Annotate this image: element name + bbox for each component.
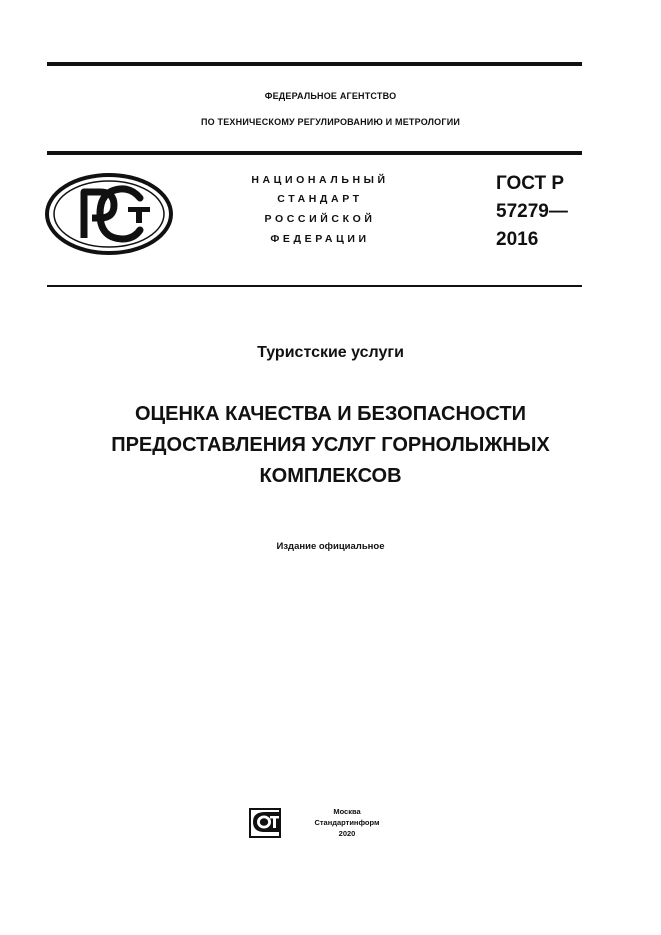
header-bottom-rule [47, 285, 582, 287]
document-title-line-2: ПРЕДОСТАВЛЕНИЯ УСЛУГ ГОРНОЛЫЖНЫХ [111, 434, 550, 456]
agency-line-2: ПО ТЕХНИЧЕСКОМУ РЕГУЛИРОВАНИЮ И МЕТРОЛОГИИ [200, 117, 461, 127]
standard-type-line-4: ФЕДЕРАЦИИ [270, 233, 370, 245]
rst-emblem-icon [44, 172, 174, 256]
standartinform-logo-icon [249, 806, 285, 838]
edition-label: Издание официальное [276, 541, 385, 552]
gost-designation-line-1: ГОСТ Р [496, 173, 565, 194]
publisher-name: Стандартинформ [314, 818, 380, 827]
header-rule [47, 151, 582, 155]
agency-line-1: ФЕДЕРАЛЬНОЕ АГЕНТСТВО [264, 91, 397, 101]
top-rule [47, 62, 582, 66]
standard-type-line-1: НАЦИОНАЛЬНЫЙ [251, 174, 389, 186]
gost-designation-line-3: 2016 [496, 229, 539, 250]
gost-designation-line-2: 57279— [496, 201, 568, 222]
subject-heading: Туристские услуги [257, 344, 404, 361]
standard-type-line-2: СТАНДАРТ [277, 193, 363, 205]
document-title-line-3: КОМПЛЕКСОВ [259, 465, 402, 487]
publisher-year: 2020 [338, 829, 356, 838]
document-title-line-1: ОЦЕНКА КАЧЕСТВА И БЕЗОПАСНОСТИ [134, 403, 527, 425]
standard-type-line-3: РОССИЙСКОЙ [264, 213, 376, 225]
publisher-city: Москва [333, 807, 361, 816]
